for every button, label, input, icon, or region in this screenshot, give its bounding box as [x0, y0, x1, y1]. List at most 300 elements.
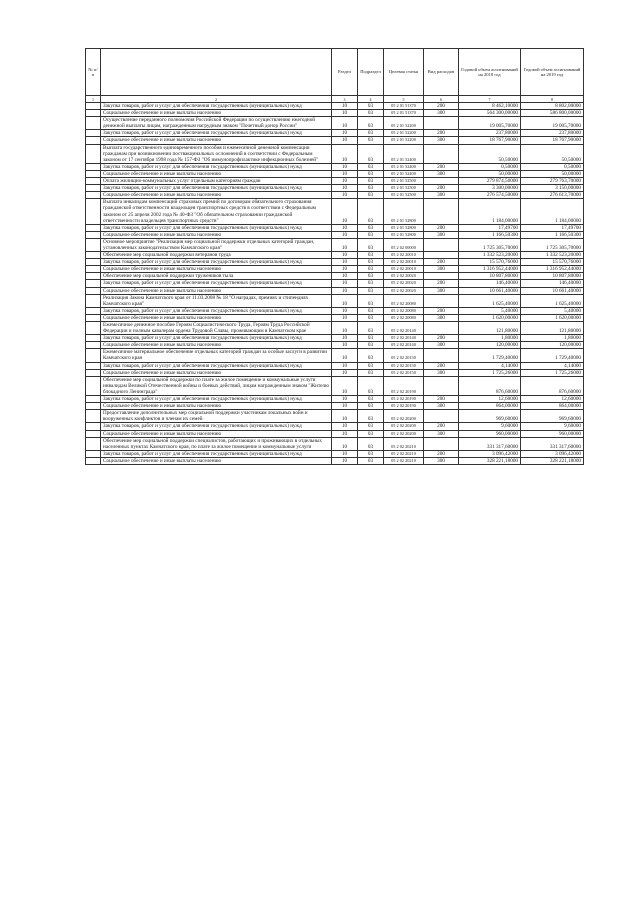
- row-number-cell: [86, 192, 101, 199]
- expense-type-cell: [424, 238, 459, 251]
- section-cell: 10: [332, 430, 358, 437]
- target-article-cell: 05 2 02 20020: [384, 287, 424, 294]
- expense-type-cell: [424, 376, 459, 395]
- section-cell: 10: [332, 110, 358, 117]
- subsection-cell: 03: [358, 437, 384, 450]
- target-article-cell: 05 2 02 20150: [384, 362, 424, 369]
- section-cell: 10: [332, 130, 358, 137]
- amount-2018-cell: 331 317,60000: [459, 437, 521, 450]
- row-number-cell: [86, 287, 101, 294]
- table-row: [86, 231, 584, 238]
- target-article-cell: 05 2 01 52400: [384, 144, 424, 163]
- row-number-cell: [86, 273, 101, 280]
- amount-2018-cell: 9,60000: [459, 423, 521, 430]
- table-row: [86, 423, 584, 430]
- table-row: [86, 170, 584, 177]
- table-row: [86, 117, 584, 130]
- amount-2018-cell: 19 005,70000: [459, 117, 521, 130]
- table-row: [86, 130, 584, 137]
- column-number: 6: [424, 96, 459, 103]
- subsection-cell: 03: [358, 342, 384, 349]
- amount-2019-cell: 50,00000: [521, 170, 584, 177]
- expense-type-cell: [424, 322, 459, 335]
- amount-2019-cell: 1 725,26000: [521, 369, 584, 376]
- amount-2018-cell: 876,60000: [459, 376, 521, 395]
- section-cell: 10: [332, 185, 358, 192]
- row-number-cell: [86, 437, 101, 450]
- subsection-cell: 03: [358, 410, 384, 423]
- section-cell: 10: [332, 252, 358, 259]
- subsection-cell: 03: [358, 199, 384, 224]
- row-number-cell: [86, 163, 101, 170]
- expense-name-cell: Социальное обеспечение и иные выплаты населению: [101, 110, 332, 117]
- header-name: [101, 49, 332, 96]
- row-number-cell: [86, 314, 101, 321]
- expense-type-cell: 300: [424, 287, 459, 294]
- header-section: Раздел: [332, 49, 358, 96]
- row-number-cell: [86, 231, 101, 238]
- amount-2018-cell: 276 574,50000: [459, 192, 521, 199]
- row-number-cell: [86, 280, 101, 287]
- target-article-cell: 05 2 02 20010: [384, 252, 424, 259]
- amount-2019-cell: 1 620,00000: [521, 314, 584, 321]
- row-number-cell: [86, 335, 101, 342]
- target-article-cell: 05 2 02 20010: [384, 266, 424, 273]
- header-target: Целевая статья: [384, 49, 424, 96]
- expense-type-cell: 200: [424, 280, 459, 287]
- amount-2019-cell: 17,49700: [521, 224, 584, 231]
- budget-sheet: [85, 48, 583, 465]
- amount-2019-cell: 1,80000: [521, 335, 584, 342]
- table-row: [86, 185, 584, 192]
- amount-2019-cell: 8 802,00000: [521, 103, 584, 110]
- header-no: № п/п: [86, 49, 101, 96]
- expense-name-cell: Выплата инвалидам компенсаций страховых премий по договорам обязательного страхования гражданской ответственности владельцев транспортных средств в соответствии с Федеральным законом от 25 апреля 2002 года № 40-ФЗ "Об обязательном страховании гражданской ответственности владельцев транспортных средств": [101, 199, 332, 224]
- section-cell: 10: [332, 403, 358, 410]
- row-number-cell: [86, 362, 101, 369]
- section-cell: 10: [332, 457, 358, 464]
- expense-type-cell: [424, 410, 459, 423]
- amount-2019-cell: 0,50000: [521, 163, 584, 170]
- row-number-cell: [86, 396, 101, 403]
- row-number-cell: [86, 457, 101, 464]
- amount-2018-cell: 12,60000: [459, 396, 521, 403]
- amount-2018-cell: 3 300,00000: [459, 185, 521, 192]
- section-cell: 10: [332, 170, 358, 177]
- subsection-cell: 03: [358, 430, 384, 437]
- expense-name-cell: Обеспечение мер социальной поддержки тружеников тыла: [101, 273, 332, 280]
- subsection-cell: 03: [358, 224, 384, 231]
- section-cell: 10: [332, 192, 358, 199]
- target-article-cell: 05 2 02 20080: [384, 294, 424, 307]
- expense-name-cell: Социальное обеспечение и иные выплаты населению: [101, 457, 332, 464]
- row-number-cell: [86, 110, 101, 117]
- row-number-cell: [86, 259, 101, 266]
- section-cell: 10: [332, 137, 358, 144]
- subsection-cell: 03: [358, 322, 384, 335]
- target-article-cell: 05 2 02 20020: [384, 280, 424, 287]
- target-article-cell: 05 2 01 52400: [384, 163, 424, 170]
- table-row: [86, 314, 584, 321]
- header-subsection: Подраздел: [358, 49, 384, 96]
- amount-2019-cell: 146,40000: [521, 280, 584, 287]
- target-article-cell: 05 2 02 20150: [384, 349, 424, 362]
- amount-2019-cell: 237,80000: [521, 130, 584, 137]
- section-cell: 10: [332, 199, 358, 224]
- amount-2018-cell: 1 725,26000: [459, 369, 521, 376]
- subsection-cell: 03: [358, 369, 384, 376]
- table-row: [86, 110, 584, 117]
- row-number-cell: [86, 137, 101, 144]
- expense-type-cell: 200: [424, 335, 459, 342]
- expense-type-cell: [424, 144, 459, 163]
- table-body: [86, 103, 584, 465]
- row-number-cell: [86, 117, 101, 130]
- table-row: [86, 103, 584, 110]
- amount-2018-cell: 17,49700: [459, 224, 521, 231]
- section-cell: 10: [332, 103, 358, 110]
- amount-2018-cell: 1 625,40000: [459, 294, 521, 307]
- expense-name-cell: Закупка товаров, работ и услуг для обеспечения государственных (муниципальных) нужд: [101, 335, 332, 342]
- table-row: [86, 238, 584, 251]
- expense-name-cell: Закупка товаров, работ и услуг для обеспечения государственных (муниципальных) нужд: [101, 362, 332, 369]
- subsection-cell: 03: [358, 130, 384, 137]
- header-2018: Годовой объем ассигнований на 2018 год: [459, 49, 521, 96]
- section-cell: 10: [332, 307, 358, 314]
- amount-2018-cell: 5,40000: [459, 307, 521, 314]
- column-number-row: [86, 96, 584, 103]
- expense-type-cell: 300: [424, 170, 459, 177]
- row-number-cell: [86, 450, 101, 457]
- subsection-cell: 03: [358, 144, 384, 163]
- subsection-cell: 03: [358, 314, 384, 321]
- expense-name-cell: Социальное обеспечение и иные выплаты населению: [101, 231, 332, 238]
- expense-type-cell: 300: [424, 403, 459, 410]
- expense-name-cell: Закупка товаров, работ и услуг для обеспечения государственных (муниципальных) нужд: [101, 423, 332, 430]
- row-number-cell: [86, 342, 101, 349]
- section-cell: 10: [332, 322, 358, 335]
- expense-type-cell: 200: [424, 362, 459, 369]
- expense-type-cell: 300: [424, 314, 459, 321]
- expense-type-cell: 200: [424, 224, 459, 231]
- expense-name-cell: Социальное обеспечение и иные выплаты населению: [101, 137, 332, 144]
- amount-2019-cell: 12,60000: [521, 396, 584, 403]
- table-row: [86, 349, 584, 362]
- subsection-cell: 03: [358, 170, 384, 177]
- subsection-cell: 03: [358, 396, 384, 403]
- section-cell: 10: [332, 224, 358, 231]
- expense-type-cell: [424, 437, 459, 450]
- target-article-cell: 05 2 01 52500: [384, 192, 424, 199]
- table-row: [86, 322, 584, 335]
- table-row: [86, 396, 584, 403]
- target-article-cell: 05 2 02 20200: [384, 430, 424, 437]
- column-number: 7: [459, 96, 521, 103]
- amount-2018-cell: 146,40000: [459, 280, 521, 287]
- subsection-cell: 03: [358, 349, 384, 362]
- table-header: [86, 49, 584, 103]
- target-article-cell: 05 2 01 52200: [384, 117, 424, 130]
- target-article-cell: 05 2 01 52200: [384, 130, 424, 137]
- column-number: 1: [86, 96, 101, 103]
- expense-name-cell: Выплата государственного единовременного пособия и ежемесячной денежной компенсации гражданам при возникновении поствакцинальных осложнений в соответствии с Федеральным законом от 17 сентября 1998 года № 157-ФЗ "Об иммунопрофилактике инфекционных болезней": [101, 144, 332, 163]
- expense-name-cell: Предоставление дополнительных мер социальной поддержки участникам локальных войн и вооруженных конфликтов и членам их семей: [101, 410, 332, 423]
- section-cell: 10: [332, 369, 358, 376]
- amount-2018-cell: 960,00000: [459, 430, 521, 437]
- amount-2019-cell: 960,00000: [521, 430, 584, 437]
- amount-2019-cell: 1 332 523,20000: [521, 252, 584, 259]
- table-row: [86, 224, 584, 231]
- table-row: [86, 137, 584, 144]
- table-row: [86, 199, 584, 224]
- expense-name-cell: Социальное обеспечение и иные выплаты населению: [101, 192, 332, 199]
- section-cell: 10: [332, 423, 358, 430]
- amount-2018-cell: 10 661,40000: [459, 287, 521, 294]
- expense-type-cell: 300: [424, 457, 459, 464]
- subsection-cell: 03: [358, 192, 384, 199]
- amount-2018-cell: 4,14000: [459, 362, 521, 369]
- target-article-cell: 05 2 02 20210: [384, 450, 424, 457]
- row-number-cell: [86, 224, 101, 231]
- row-number-cell: [86, 178, 101, 185]
- section-cell: 10: [332, 259, 358, 266]
- expense-type-cell: 200: [424, 450, 459, 457]
- row-number-cell: [86, 410, 101, 423]
- amount-2018-cell: 1 620,00000: [459, 314, 521, 321]
- amount-2019-cell: 1 184,00000: [521, 199, 584, 224]
- expense-name-cell: Социальное обеспечение и иные выплаты населению: [101, 170, 332, 177]
- amount-2019-cell: 15 570,76000: [521, 259, 584, 266]
- row-number-cell: [86, 266, 101, 273]
- expense-name-cell: Социальное обеспечение и иные выплаты населению: [101, 314, 332, 321]
- table-row: [86, 280, 584, 287]
- target-article-cell: 05 2 02 20010: [384, 259, 424, 266]
- section-cell: 10: [332, 163, 358, 170]
- amount-2018-cell: 3 096,42000: [459, 450, 521, 457]
- target-article-cell: 05 2 02 20200: [384, 410, 424, 423]
- amount-2018-cell: 279 874,50000: [459, 178, 521, 185]
- expense-name-cell: Закупка товаров, работ и услуг для обеспечения государственных (муниципальных) нужд: [101, 396, 332, 403]
- expense-name-cell: Закупка товаров, работ и услуг для обеспечения государственных (муниципальных) нужд: [101, 280, 332, 287]
- target-article-cell: 05 2 01 52400: [384, 170, 424, 177]
- expense-name-cell: Социальное обеспечение и иные выплаты населению: [101, 369, 332, 376]
- expense-name-cell: Социальное обеспечение и иные выплаты населению: [101, 287, 332, 294]
- row-number-cell: [86, 423, 101, 430]
- row-number-cell: [86, 185, 101, 192]
- amount-2018-cell: 120,00000: [459, 342, 521, 349]
- expense-type-cell: 300: [424, 266, 459, 273]
- expense-type-cell: 200: [424, 307, 459, 314]
- table-row: [86, 450, 584, 457]
- amount-2019-cell: 3 096,42000: [521, 450, 584, 457]
- amount-2018-cell: 1 729,40000: [459, 349, 521, 362]
- expense-name-cell: Закупка товаров, работ и услуг для обеспечения государственных (муниципальных) нужд: [101, 307, 332, 314]
- subsection-cell: 03: [358, 307, 384, 314]
- header-2019: Годовой объем ассигнований на 2019 год: [521, 49, 584, 96]
- target-article-cell: 05 2 02 20140: [384, 335, 424, 342]
- target-article-cell: 05 2 02 20140: [384, 322, 424, 335]
- section-cell: 10: [332, 266, 358, 273]
- subsection-cell: 03: [358, 103, 384, 110]
- table-row: [86, 457, 584, 464]
- section-cell: 10: [332, 280, 358, 287]
- target-article-cell: 05 2 02 20080: [384, 307, 424, 314]
- subsection-cell: 03: [358, 294, 384, 307]
- amount-2019-cell: 19 005,70000: [521, 117, 584, 130]
- amount-2019-cell: 1 316 952,44000: [521, 266, 584, 273]
- row-number-cell: [86, 430, 101, 437]
- subsection-cell: 03: [358, 273, 384, 280]
- target-article-cell: 05 2 01 52800: [384, 231, 424, 238]
- column-number: 3: [332, 96, 358, 103]
- table-row: [86, 287, 584, 294]
- section-cell: 10: [332, 144, 358, 163]
- amount-2018-cell: 15 570,76000: [459, 259, 521, 266]
- amount-2019-cell: 331 317,60000: [521, 437, 584, 450]
- subsection-cell: 03: [358, 287, 384, 294]
- amount-2018-cell: 1 332 523,20000: [459, 252, 521, 259]
- column-number: 4: [358, 96, 384, 103]
- section-cell: 10: [332, 349, 358, 362]
- subsection-cell: 03: [358, 280, 384, 287]
- section-cell: 10: [332, 117, 358, 130]
- amount-2019-cell: 50,50000: [521, 144, 584, 163]
- row-number-cell: [86, 238, 101, 251]
- amount-2018-cell: 564 300,00000: [459, 110, 521, 117]
- amount-2018-cell: 8 462,10000: [459, 103, 521, 110]
- expense-name-cell: Социальное обеспечение и иные выплаты населению: [101, 342, 332, 349]
- amount-2018-cell: 10 807,80000: [459, 273, 521, 280]
- subsection-cell: 03: [358, 231, 384, 238]
- expense-type-cell: 300: [424, 110, 459, 117]
- expense-type-cell: [424, 178, 459, 185]
- subsection-cell: 03: [358, 110, 384, 117]
- column-number: 2: [101, 96, 332, 103]
- amount-2018-cell: 328 221,18000: [459, 457, 521, 464]
- section-cell: 10: [332, 450, 358, 457]
- amount-2019-cell: 276 613,70000: [521, 192, 584, 199]
- row-number-cell: [86, 199, 101, 224]
- section-cell: 10: [332, 294, 358, 307]
- expense-type-cell: 300: [424, 192, 459, 199]
- expense-name-cell: Закупка товаров, работ и услуг для обеспечения государственных (муниципальных) нужд: [101, 185, 332, 192]
- amount-2019-cell: 1 725 305,70000: [521, 238, 584, 251]
- section-cell: 10: [332, 178, 358, 185]
- amount-2019-cell: 328 221,18000: [521, 457, 584, 464]
- subsection-cell: 03: [358, 185, 384, 192]
- target-article-cell: 05 2 02 20190: [384, 376, 424, 395]
- expense-type-cell: 200: [424, 259, 459, 266]
- amount-2018-cell: 0,50000: [459, 163, 521, 170]
- target-article-cell: 05 2 01 51370: [384, 110, 424, 117]
- expense-type-cell: 200: [424, 185, 459, 192]
- target-article-cell: 05 2 02 20190: [384, 403, 424, 410]
- expense-type-cell: 200: [424, 130, 459, 137]
- table-row: [86, 307, 584, 314]
- subsection-cell: 03: [358, 137, 384, 144]
- table-row: [86, 403, 584, 410]
- header-expense-type: Вид расходов: [424, 49, 459, 96]
- expense-name-cell: Ежемесячное денежное пособие Героям Социалистического Труда, Героям Труда Российской Федерации и полным кавалерам ордена Трудовой Славы, проживающим в Камчатском крае: [101, 322, 332, 335]
- target-article-cell: 05 2 01 51370: [384, 103, 424, 110]
- section-cell: 10: [332, 273, 358, 280]
- amount-2019-cell: 10 807,80000: [521, 273, 584, 280]
- target-article-cell: 05 2 02 20140: [384, 342, 424, 349]
- section-cell: 10: [332, 238, 358, 251]
- amount-2018-cell: 1 316 952,44000: [459, 266, 521, 273]
- amount-2018-cell: 1 166,50300: [459, 231, 521, 238]
- target-article-cell: 05 2 02 20080: [384, 314, 424, 321]
- budget-table: [85, 48, 584, 465]
- table-row: [86, 342, 584, 349]
- row-number-cell: [86, 403, 101, 410]
- amount-2019-cell: 5,40000: [521, 307, 584, 314]
- amount-2018-cell: 237,80000: [459, 130, 521, 137]
- section-cell: 10: [332, 396, 358, 403]
- table-row: [86, 437, 584, 450]
- row-number-cell: [86, 322, 101, 335]
- section-cell: 10: [332, 362, 358, 369]
- table-row: [86, 273, 584, 280]
- table-row: [86, 410, 584, 423]
- section-cell: 10: [332, 376, 358, 395]
- section-cell: 10: [332, 287, 358, 294]
- section-cell: 10: [332, 314, 358, 321]
- row-number-cell: [86, 369, 101, 376]
- expense-type-cell: [424, 199, 459, 224]
- amount-2019-cell: 9,60000: [521, 423, 584, 430]
- subsection-cell: 03: [358, 403, 384, 410]
- expense-name-cell: Социальное обеспечение и иные выплаты населению: [101, 403, 332, 410]
- table-row: [86, 266, 584, 273]
- subsection-cell: 03: [358, 362, 384, 369]
- row-number-cell: [86, 294, 101, 307]
- section-cell: 10: [332, 410, 358, 423]
- amount-2018-cell: 121,80000: [459, 322, 521, 335]
- amount-2019-cell: 1 625,40000: [521, 294, 584, 307]
- target-article-cell: 05 2 01 52500: [384, 185, 424, 192]
- expense-name-cell: Закупка товаров, работ и услуг для обеспечения государственных (муниципальных) нужд: [101, 450, 332, 457]
- table-row: [86, 430, 584, 437]
- amount-2019-cell: 586 800,00000: [521, 110, 584, 117]
- target-article-cell: 05 2 02 20190: [384, 396, 424, 403]
- target-article-cell: 05 2 01 52200: [384, 137, 424, 144]
- table-row: [86, 376, 584, 395]
- expense-type-cell: 300: [424, 430, 459, 437]
- row-number-cell: [86, 376, 101, 395]
- section-cell: 10: [332, 335, 358, 342]
- subsection-cell: 03: [358, 163, 384, 170]
- target-article-cell: 05 2 02 00000: [384, 238, 424, 251]
- target-article-cell: 05 2 02 20210: [384, 457, 424, 464]
- subsection-cell: 03: [358, 457, 384, 464]
- target-article-cell: 05 2 01 52800: [384, 199, 424, 224]
- section-cell: 10: [332, 231, 358, 238]
- expense-type-cell: [424, 273, 459, 280]
- table-row: [86, 192, 584, 199]
- subsection-cell: 03: [358, 178, 384, 185]
- amount-2019-cell: 864,00000: [521, 403, 584, 410]
- table-row: [86, 163, 584, 170]
- expense-type-cell: 200: [424, 163, 459, 170]
- amount-2018-cell: 1,80000: [459, 335, 521, 342]
- amount-2019-cell: 876,60000: [521, 376, 584, 395]
- amount-2018-cell: 18 767,90000: [459, 137, 521, 144]
- amount-2018-cell: 969,60000: [459, 410, 521, 423]
- table-row: [86, 259, 584, 266]
- expense-type-cell: 200: [424, 423, 459, 430]
- expense-type-cell: [424, 117, 459, 130]
